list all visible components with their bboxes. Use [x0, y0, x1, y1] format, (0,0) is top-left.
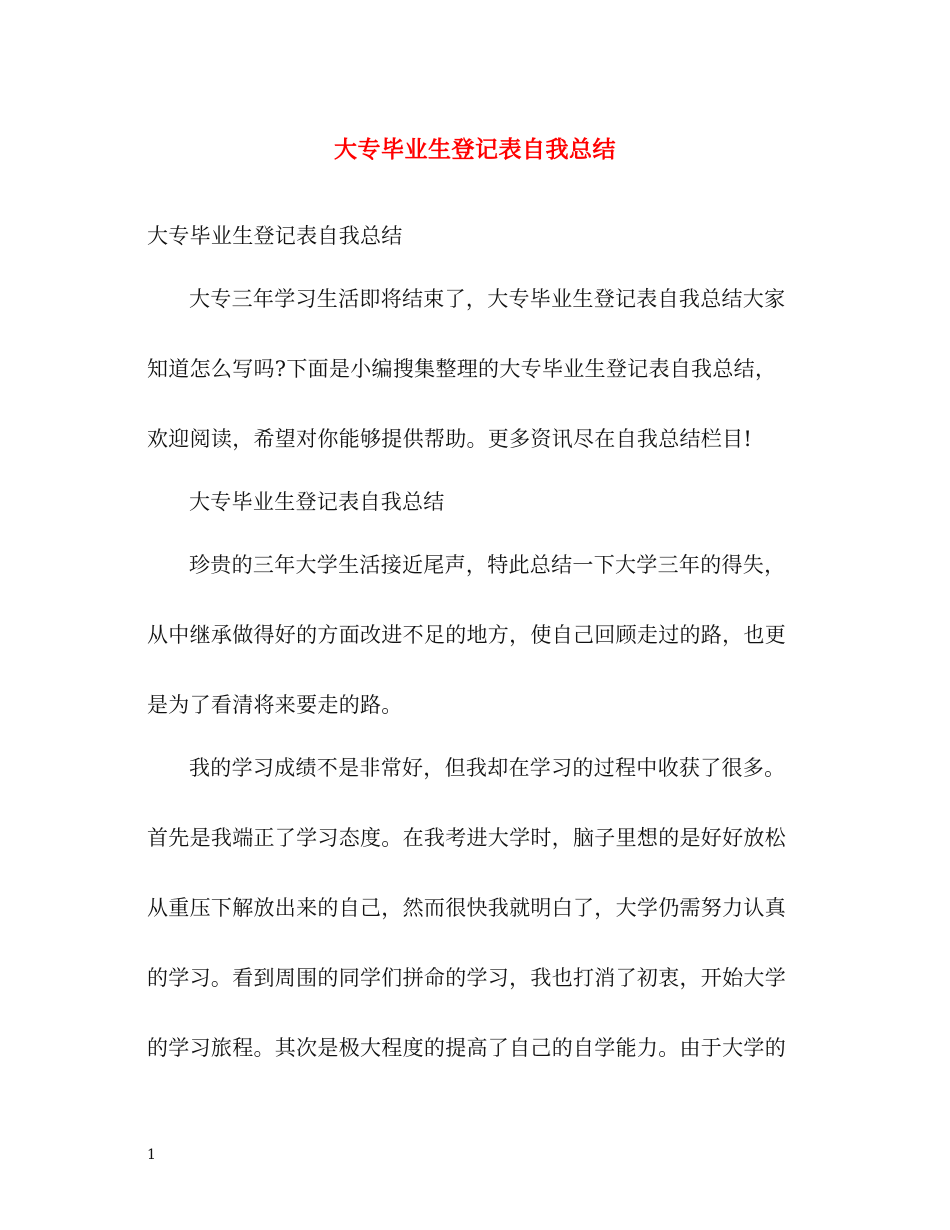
text-line: 的学习旅程。其次是极大程度的提高了自己的自学能力。由于大学的: [147, 1036, 786, 1060]
text-line: 从重压下解放出来的自己，然而很快我就明白了，大学仍需努力认真: [147, 896, 786, 920]
text-line: 欢迎阅读，希望对你能够提供帮助。更多资讯尽在自我总结栏目!: [147, 427, 753, 451]
text-line: 知道怎么写吗?下面是小编搜集整理的大专毕业生登记表自我总结，: [147, 357, 777, 381]
text-line: 大专三年学习生活即将结束了，大专毕业生登记表自我总结大家: [189, 287, 786, 311]
text-line: 从中继承做得好的方面改进不足的地方，使自己回顾走过的路，也更: [147, 623, 786, 647]
text-line: 的学习。看到周围的同学们拼命的学习，我也打消了初衷，开始大学: [147, 966, 786, 990]
text-line: 大专毕业生登记表自我总结: [189, 490, 445, 514]
document-title: 大专毕业生登记表自我总结: [334, 136, 616, 163]
text-line: 珍贵的三年大学生活接近尾声，特此总结一下大学三年的得失，: [189, 553, 786, 577]
text-line: 是为了看清将来要走的路。: [147, 693, 403, 717]
text-line: 我的学习成绩不是非常好，但我却在学习的过程中收获了很多。: [189, 756, 786, 780]
page-number: 1: [147, 1147, 156, 1163]
text-line: 首先是我端正了学习态度。在我考进大学时，脑子里想的是好好放松: [147, 826, 786, 850]
text-line: 大专毕业生登记表自我总结: [147, 224, 403, 248]
